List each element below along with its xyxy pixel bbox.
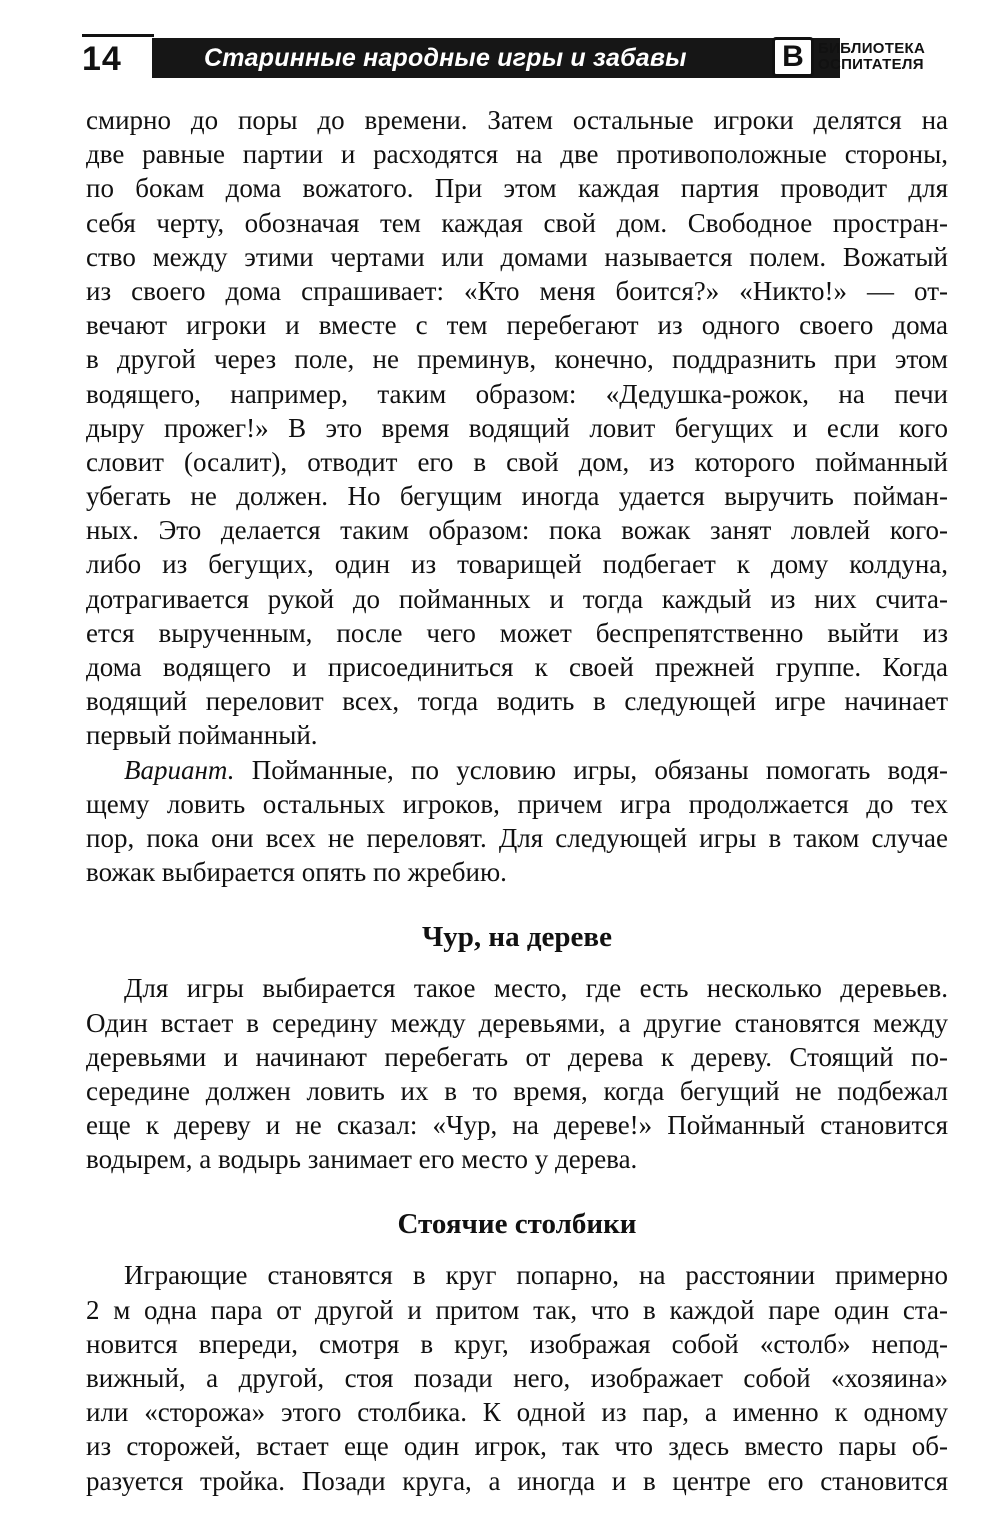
section-heading: Чур, на дереве bbox=[422, 921, 612, 954]
text-line: дома водящего и присоединиться к своей прежней группе. Когда bbox=[86, 652, 948, 682]
text-line: убегать не должен. Но бегущим иногда удается выручить пойман- bbox=[86, 481, 948, 512]
logo-text bbox=[818, 41, 925, 73]
text-line: 2 м одна пара от другой и притом так, что в каждой паре один ста- bbox=[86, 1294, 948, 1325]
text-line: дотрагивается рукой до пойманных и тогда каждый из них счита- bbox=[86, 583, 948, 614]
text-line: себя черту, обозначая тем каждая свой дом. Свободное простран- bbox=[86, 207, 948, 238]
text-line: вечают игроки и вместе с тем перебегают из одного своего дома bbox=[86, 310, 948, 341]
text-line: вижный, а другой, стоя позади него, изображает собой «хозяина» bbox=[86, 1363, 948, 1393]
text-line: пор, пока они всех не переловят. Для следующей игры в таком случае bbox=[86, 822, 948, 853]
spacer bbox=[86, 957, 948, 971]
text-line: словит (осалит), отводит его в свой дом, из которого пойманный bbox=[86, 446, 948, 477]
logo-line-1: БИБЛИОТЕКА bbox=[818, 40, 926, 57]
text-line: Играющие становятся в круг попарно, на расстоянии примерно bbox=[124, 1260, 948, 1291]
text-line: новится впереди, смотря в круг, изображая собой «столб» непод- bbox=[86, 1328, 948, 1359]
text-line: дыру прожег!» В это время водящий ловит бегущих и если кого bbox=[86, 412, 948, 443]
text-line: ется вырученным, после чего может беспрепятственно выйти из bbox=[86, 617, 948, 648]
running-title: Старинные народные игры и забавы bbox=[152, 38, 840, 78]
header-rule bbox=[82, 34, 154, 37]
text-line: первый пойманный. bbox=[86, 720, 318, 751]
page-content bbox=[86, 103, 948, 1498]
text-line: водящего, например, таким образом: «Дедушка-рожок, на печи bbox=[86, 378, 948, 409]
text-line: вожак выбирается опять по жребию. bbox=[86, 857, 507, 888]
text-line: смирно до поры до времени. Затем остальные игроки делятся на bbox=[86, 105, 948, 135]
spacer bbox=[86, 1176, 948, 1204]
spacer bbox=[86, 1244, 948, 1258]
text-line: или «сторожа» этого столбика. К одной из пар, а именно к одному bbox=[86, 1397, 948, 1428]
text-line: деревьями и начинают перебегать от дерева к дереву. Стоящий по- bbox=[86, 1041, 948, 1072]
text-line: из своего дома спрашивает: «Кто меня боится?» «Никто!» — от- bbox=[86, 275, 948, 306]
text-line: по бокам дома вожатого. При этом каждая партия проводит для bbox=[86, 173, 948, 204]
text-line: либо из бегущих, один из товарищей подбегает к дому колдуна, bbox=[86, 549, 948, 580]
text-line: Для игры выбирается такое место, где есть несколько деревьев. bbox=[124, 973, 948, 1004]
text-line: из сторожей, встает еще один игрок, так что здесь вместо пары об- bbox=[86, 1431, 948, 1462]
paragraph-stolbiki bbox=[86, 1258, 948, 1497]
text-line: середине должен ловить их в то время, когда бегущий не подбежал bbox=[86, 1075, 948, 1106]
text-line: разуется тройка. Позади круга, а иногда и в центре его становится bbox=[86, 1465, 948, 1496]
variant-first-line bbox=[86, 753, 948, 787]
variant-first-text: Пойманные, по условию игры, обязаны помогать водя- bbox=[234, 754, 948, 785]
paragraph-chur bbox=[86, 971, 948, 1176]
text-line: ство между этими чертами или домами называется полем. Вожатый bbox=[86, 241, 948, 272]
text-line: ных. Это делается таким образом: пока вожак занят ловлей кого- bbox=[86, 515, 948, 546]
text-line: еще к дереву и не сказал: «Чур, на дереве!» Пойманный становится bbox=[86, 1110, 948, 1141]
paragraph-variant bbox=[86, 753, 948, 890]
logo-letter: В bbox=[772, 37, 814, 77]
page-number: 14 bbox=[82, 40, 122, 78]
variant-label: Вариант. bbox=[124, 754, 235, 785]
running-header bbox=[82, 34, 950, 80]
text-line: Один встает в середину между деревьями, а другие становятся между bbox=[86, 1007, 948, 1038]
text-line: в другой через поле, не преминув, конечно, поддразнить при этом bbox=[86, 344, 948, 375]
text-line: водящий переловит всех, тогда водить в следующей игре начинает bbox=[86, 686, 948, 717]
text-line: водырем, а водырь занимает его место у дерева. bbox=[86, 1144, 638, 1175]
logo-line-2: ОСПИТАТЕЛЯ bbox=[818, 56, 924, 73]
text-line: две равные партии и расходятся на две противоположные стороны, bbox=[86, 139, 948, 170]
text-line: щему ловить остальных игроков, причем игра продолжается до тех bbox=[86, 788, 948, 819]
section-heading: Стоячие столбики bbox=[397, 1208, 637, 1241]
spacer bbox=[86, 889, 948, 917]
series-logo bbox=[772, 34, 950, 80]
paragraph-game-rules bbox=[86, 103, 948, 753]
